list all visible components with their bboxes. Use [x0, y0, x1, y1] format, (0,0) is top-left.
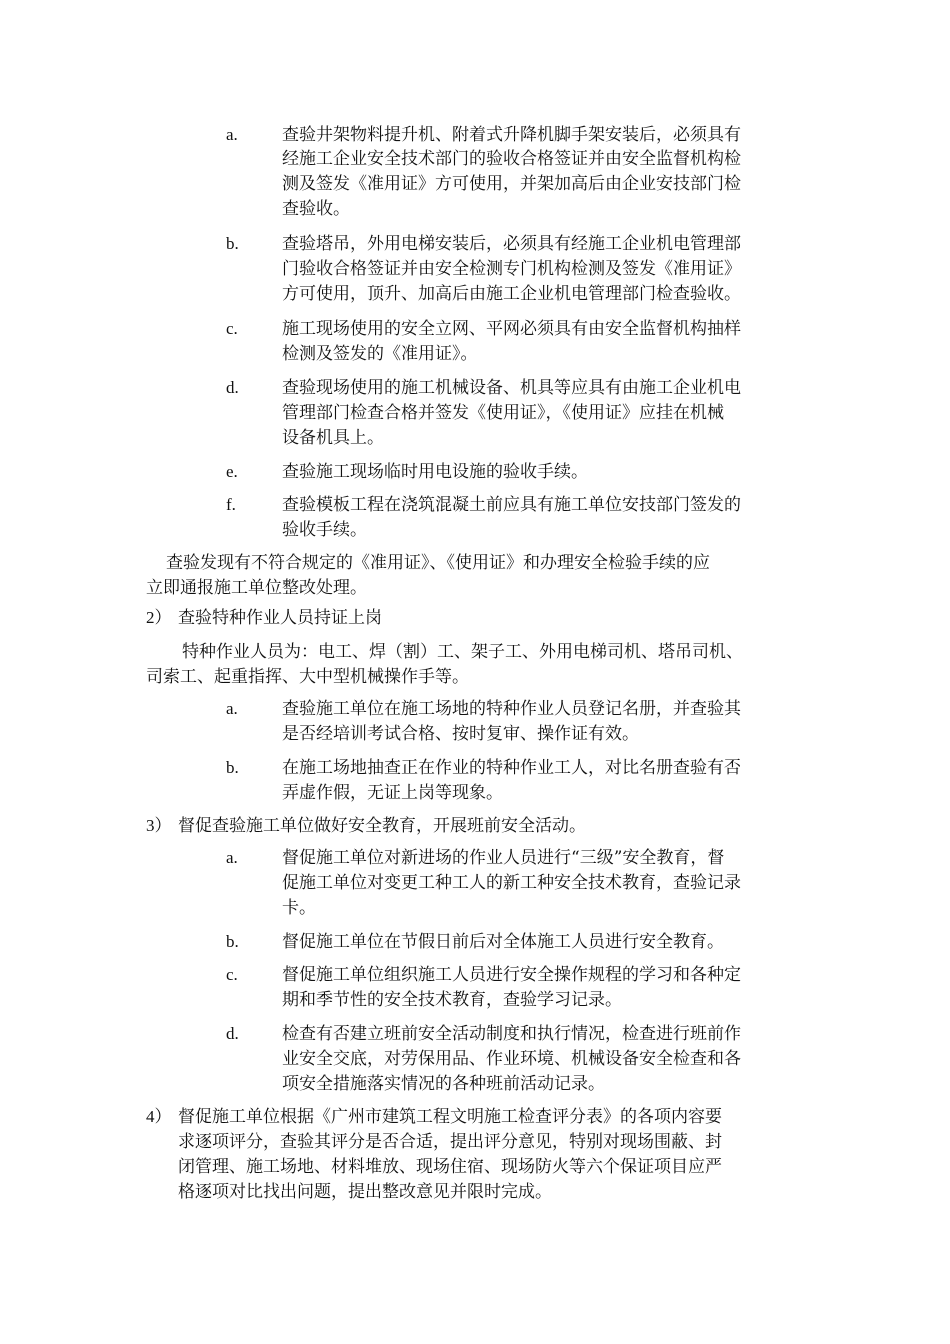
- list-item-line: 督促施工单位在节假日前后对全体施工人员进行安全教育。: [282, 932, 724, 952]
- paragraph-line: 闭管理、施工场地、材料堆放、现场住宿、现场防火等六个保证项目应严: [178, 1157, 722, 1177]
- list-item-line: 是否经培训考试合格、按时复审、操作证有效。: [282, 724, 639, 744]
- list-marker: c.: [226, 965, 238, 984]
- list-marker: d.: [226, 378, 239, 397]
- list-item-line: 方可使用，顶升、加高后由施工企业机电管理部门检查验收。: [282, 284, 741, 304]
- list-item-line: 督促施工单位对新进场的作业人员进行“三级”安全教育，督: [282, 848, 725, 868]
- list-item-line: 项安全措施落实情况的各种班前活动记录。: [282, 1074, 605, 1094]
- list-item-line: 查验施工现场临时用电设施的验收手续。: [282, 462, 588, 482]
- list-item-line: 卡。: [282, 898, 316, 918]
- list-item-line: 督促施工单位组织施工人员进行安全操作规程的学习和各种定: [282, 965, 741, 985]
- list-item-line: 查验塔吊，外用电梯安装后，必须具有经施工企业机电管理部: [282, 234, 741, 254]
- section-number: 3）: [146, 816, 172, 835]
- list-item-line: 查验模板工程在浇筑混凝土前应具有施工单位安技部门签发的: [282, 495, 741, 515]
- paragraph-line: 格逐项对比找出问题，提出整改意见并限时完成。: [178, 1182, 552, 1202]
- list-marker: b.: [226, 234, 239, 253]
- list-item-line: 测及签发《准用证》方可使用，并架加高后由企业安技部门检: [282, 174, 741, 194]
- paragraph-line: 求逐项评分，查验其评分是否合适，提出评分意见，特别对现场围蔽、封: [178, 1132, 722, 1152]
- list-marker: b.: [226, 932, 239, 951]
- list-item-line: 弄虚作假，无证上岗等现象。: [282, 783, 503, 803]
- list-item-line: 期和季节性的安全技术教育，查验学习记录。: [282, 990, 622, 1010]
- list-marker: d.: [226, 1024, 239, 1043]
- list-marker: f.: [226, 495, 236, 514]
- list-item-line: 在施工场地抽查正在作业的特种作业工人，对比名册查验有否: [282, 758, 741, 778]
- list-marker: e.: [226, 462, 238, 481]
- paragraph-line: 查验发现有不符合规定的《准用证》、《使用证》和办理安全检验手续的应: [166, 553, 710, 573]
- list-item-line: 验收手续。: [282, 520, 367, 540]
- list-item-line: 查验施工单位在施工场地的特种作业人员登记名册，并查验其: [282, 699, 741, 719]
- list-item-line: 查验现场使用的施工机械设备、机具等应具有由施工企业机电: [282, 378, 741, 398]
- section-number: 2）: [146, 608, 172, 627]
- paragraph-line: 立即通报施工单位整改处理。: [146, 578, 367, 598]
- list-item-line: 施工现场使用的安全立网、平网必须具有由安全监督机构抽样: [282, 319, 741, 339]
- section-heading: 查验特种作业人员持证上岗: [178, 608, 382, 628]
- paragraph-line: 督促施工单位根据《广州市建筑工程文明施工检查评分表》的各项内容要: [178, 1107, 722, 1127]
- list-marker: c.: [226, 319, 238, 338]
- list-item-line: 查验井架物料提升机、附着式升降机脚手架安装后，必须具有: [282, 125, 741, 145]
- section-heading: 督促查验施工单位做好安全教育，开展班前安全活动。: [178, 816, 586, 836]
- list-marker: b.: [226, 758, 239, 777]
- list-item-line: 门验收合格签证并由安全检测专门机构检测及签发《准用证》: [282, 259, 741, 279]
- list-marker: a.: [226, 125, 238, 144]
- list-item-line: 管理部门检查合格并签发《使用证》，《使用证》应挂在机械: [282, 403, 724, 423]
- list-item-line: 设备机具上。: [282, 428, 384, 448]
- section-number: 4）: [146, 1107, 172, 1126]
- list-marker: a.: [226, 848, 238, 867]
- list-item-line: 查验收。: [282, 199, 350, 219]
- list-item-line: 业安全交底，对劳保用品、作业环境、机械设备安全检查和各: [282, 1049, 741, 1069]
- list-item-line: 检查有否建立班前安全活动制度和执行情况，检查进行班前作: [282, 1024, 741, 1044]
- list-item-line: 促施工单位对变更工种工人的新工种安全技术教育，查验记录: [282, 873, 741, 893]
- paragraph-line: 特种作业人员为：电工、焊（割）工、架子工、外用电梯司机、塔吊司机、: [182, 642, 743, 662]
- paragraph-line: 司索工、起重指挥、大中型机械操作手等。: [146, 667, 469, 687]
- list-item-line: 经施工企业安全技术部门的验收合格签证并由安全监督机构检: [282, 149, 741, 169]
- list-marker: a.: [226, 699, 238, 718]
- list-item-line: 检测及签发的《准用证》。: [282, 344, 478, 364]
